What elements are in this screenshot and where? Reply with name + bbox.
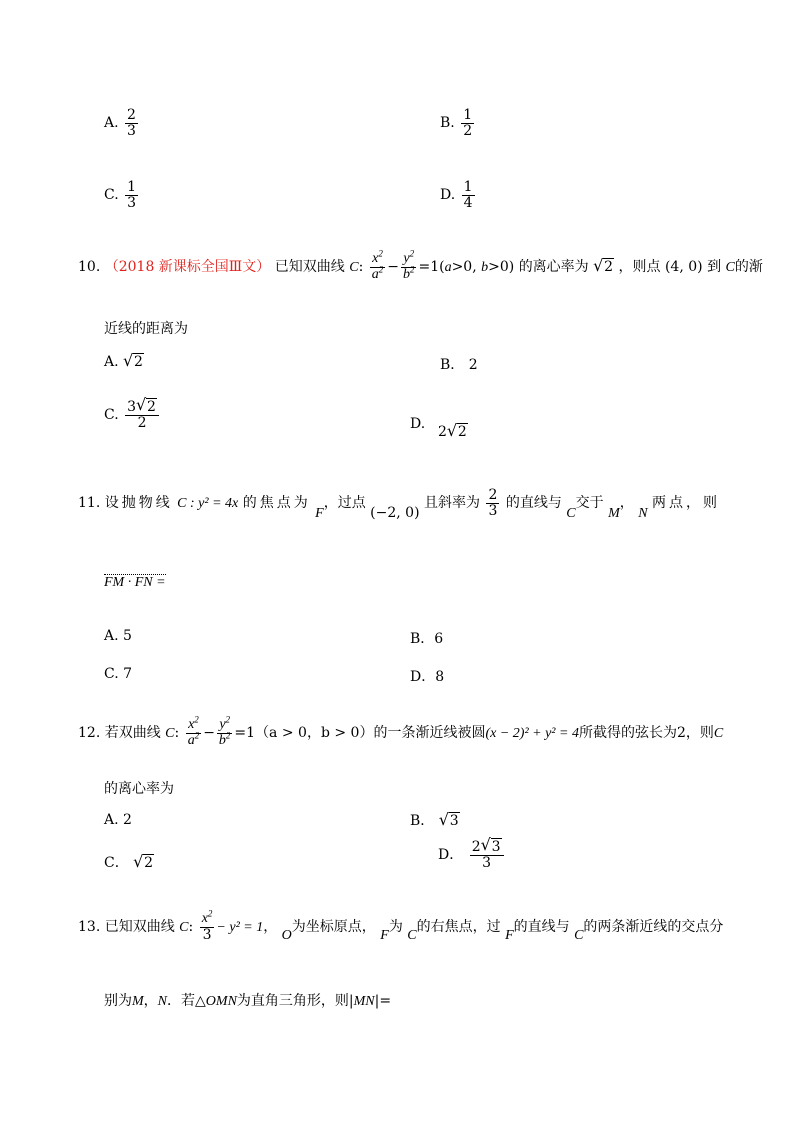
stem-text: 的一条渐近线被圆 xyxy=(373,725,486,742)
question-number: 10. xyxy=(78,259,101,276)
stem-text: 交于 xyxy=(575,495,604,512)
stem-text: 两点，则 xyxy=(652,495,720,512)
stem-text: 的渐 xyxy=(734,259,763,276)
fraction xyxy=(461,108,474,138)
denominator: 3 xyxy=(482,854,492,871)
fraction xyxy=(486,488,499,518)
stem-text: 设抛物线 xyxy=(104,495,173,512)
equation-tail: − y² = 1 xyxy=(216,920,264,936)
vector-expression: FM · FN = xyxy=(104,575,166,590)
coefficient: 2 xyxy=(438,424,447,440)
stem-text: ，则点 xyxy=(618,259,661,276)
q9-option-a xyxy=(104,108,140,138)
q10-option-b xyxy=(440,354,478,374)
q11-option-b: B．6 xyxy=(410,631,444,647)
question-number: 12. xyxy=(78,725,101,742)
stem-text: 到 xyxy=(707,259,722,276)
point: (4, 0) xyxy=(664,259,703,276)
radicand: 2 xyxy=(457,424,467,440)
option-label: C. xyxy=(104,407,119,424)
equation: C : y² = 4x xyxy=(177,496,239,512)
numerator: 1 xyxy=(127,179,137,195)
numerator: 1 xyxy=(463,107,473,123)
stem-text: 已知双曲线 xyxy=(274,259,345,276)
q13-stem-line2: 别为M，N．若△OMN为直角三角形，则|MN|= xyxy=(104,993,392,1009)
q10-option-c xyxy=(104,395,161,431)
option-label: C. xyxy=(104,187,119,204)
stem-text: 为坐标原点， xyxy=(291,919,376,936)
coefficient: 2 xyxy=(471,839,481,855)
option-label: B． xyxy=(440,357,465,373)
question-number: 11. xyxy=(78,495,101,512)
q13-stem: 13. 已知双曲线 C: $\frac{x^2}{3}$ − y² = 1， O为坐标原点， F为 C的右焦点，过 F的直线与 C的两条渐近线的交点分 xyxy=(78,908,724,944)
condition: （a > 0，b > 0） xyxy=(255,725,374,742)
option-label: B. xyxy=(440,115,455,132)
stem-text: 已知双曲线 xyxy=(104,919,175,936)
stem-text: 的右焦点，过 xyxy=(416,919,501,936)
denominator: 3 xyxy=(127,194,137,211)
radicand: 3 xyxy=(491,839,501,855)
option-value: 2 xyxy=(468,357,478,373)
stem-text: ．若△ xyxy=(167,993,206,1009)
stem-text: 为直角三角形，则| xyxy=(236,993,354,1009)
option-label: D． xyxy=(438,847,464,864)
sqrt: √ 2 xyxy=(593,256,614,276)
fraction xyxy=(125,180,138,210)
fraction xyxy=(462,180,475,210)
denominator: 2 xyxy=(137,414,147,431)
fraction: $\frac{y^2}{b^2}$ xyxy=(402,248,415,282)
circle-equation: (x − 2)² + y² = 4 xyxy=(485,726,579,742)
q11-dot-product xyxy=(104,574,166,591)
q12-option-d xyxy=(438,835,506,871)
point: (−2, 0) xyxy=(370,505,420,522)
radicand: 2 xyxy=(144,855,154,871)
radicand: 2 xyxy=(147,399,156,415)
q12-option-a: A. 2 xyxy=(104,812,132,828)
stem-text: |= xyxy=(374,993,392,1009)
stem-text: 的焦点为 xyxy=(242,495,311,512)
q12-option-b: B． √ 3 xyxy=(410,810,459,829)
denominator: 3 xyxy=(488,502,498,519)
fraction: $\frac{x^2}{a^2}$ xyxy=(371,248,384,282)
q12-stem-line2: 的离心率为 xyxy=(104,781,174,797)
stem-text: 的直线与 xyxy=(505,495,562,512)
numerator: 2 xyxy=(127,107,136,123)
denominator: 4 xyxy=(463,194,473,211)
q10-option-a xyxy=(104,351,144,370)
q12-option-c: C． √ 2 xyxy=(104,852,154,871)
stem-text: ，则 xyxy=(685,725,714,742)
radicand: 3 xyxy=(449,813,459,829)
fraction: $\frac{x^2}{3}$ xyxy=(201,908,213,943)
q11-option-c: C. 7 xyxy=(104,666,133,682)
stem-text: 的离心率为 xyxy=(518,259,589,276)
q11-stem: 11. 设抛物线 C : y² = 4x 的焦点为 F，过点 (−2, 0) 且斜率为 $\frac{2}{3}$ 的直线与 C交于 M， N 两点，则 xyxy=(78,487,720,522)
fraction: 2 √ 3 3 xyxy=(470,840,504,870)
option-label: A. xyxy=(104,115,119,132)
q11-option-a: A. 5 xyxy=(104,628,132,644)
stem-text: 别为 xyxy=(104,993,132,1009)
stem-text: ，过点 xyxy=(323,495,366,512)
option-label: D. xyxy=(410,416,426,432)
q10-stem: 10. （2018 新课标全国Ⅲ文） 已知双曲线 C: $\frac{x^2}{a^2}$ − $\frac{y^2}{b^2}$ =1(a>0, b>0) 的离心率为 √ 2 ，则点 (4, 0) 到 C的渐 xyxy=(78,248,763,282)
q10-option-d xyxy=(410,416,425,432)
q11-option-d: D．8 xyxy=(410,669,445,685)
radicand: 2 xyxy=(134,354,143,370)
math-var: C xyxy=(349,260,359,276)
q10-option-d-value: 2 √ 2 xyxy=(438,421,467,440)
denominator: 3 xyxy=(127,122,136,139)
option-label: A. xyxy=(104,354,119,370)
stem-text: 为 xyxy=(388,919,403,936)
sqrt: √ 2 xyxy=(123,351,143,370)
stem-text: 的直线与 xyxy=(513,919,570,936)
q10-stem-line2: 近线的距离为 xyxy=(104,321,188,337)
stem-text: 若双曲线 xyxy=(104,725,161,742)
denominator: 2 xyxy=(463,122,473,139)
option-label: B． xyxy=(410,813,435,829)
coefficient: 3 xyxy=(127,399,137,415)
q12-stem: 12. 若双曲线 C: $\frac{x^2}{a^2}$ − $\frac{y^2}{b^2}$ =1（a > 0，b > 0）的一条渐近线被圆(x − 2)² + y² = 4所截得的弦长为2，则C xyxy=(78,714,724,748)
chord-length: 2 xyxy=(676,725,686,742)
stem-text: ， xyxy=(143,993,158,1009)
q9-option-d xyxy=(440,180,477,210)
q9-option-b xyxy=(440,108,476,138)
fraction: $\frac{y^2}{b^2}$ xyxy=(218,714,231,748)
q9-option-c xyxy=(104,180,140,210)
stem-text: 且斜率为 xyxy=(424,495,480,512)
fraction: $\frac{x^2}{a^2}$ xyxy=(187,714,200,748)
stem-text: ， xyxy=(263,919,278,936)
option-label: D. xyxy=(440,187,456,204)
numerator: 2 xyxy=(488,487,498,503)
numerator: 1 xyxy=(463,179,473,195)
stem-text: 的两条渐近线的交点分 xyxy=(583,919,724,936)
fraction xyxy=(125,108,138,138)
fraction: 3 √ 2 2 xyxy=(125,400,159,430)
stem-text: 所截得的弦长为 xyxy=(578,725,677,742)
stem-text: ， xyxy=(619,495,634,512)
option-label: C． xyxy=(104,855,129,871)
question-source: （2018 新课标全国Ⅲ文） xyxy=(104,259,271,276)
question-number: 13. xyxy=(78,919,101,936)
